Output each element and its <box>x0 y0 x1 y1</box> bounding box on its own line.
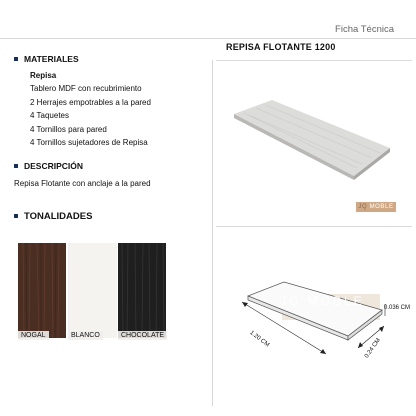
swatch-label-nogal: NOGAL <box>18 331 49 340</box>
right-divider <box>216 226 412 227</box>
watermark-text: JQ MOBLE <box>280 294 365 308</box>
product-title: REPISA FLOTANTE 1200 <box>226 42 336 52</box>
tonalidades-heading: TONALIDADES <box>24 211 93 222</box>
dim-depth-label: 0.24 CM <box>364 337 382 360</box>
title-underline <box>216 60 412 61</box>
column-divider <box>212 60 213 406</box>
dimension-diagram <box>222 268 412 378</box>
dim-height-label: 0.036 CM <box>384 305 411 311</box>
materiales-item: 4 Taquetes <box>30 111 69 121</box>
header-divider <box>0 38 416 39</box>
brand-logo-small-b: MOBLE <box>369 204 394 210</box>
materiales-item: Tablero MDF con recubrimiento <box>30 84 142 94</box>
materiales-list <box>30 69 151 149</box>
materiales-item: Repisa <box>30 71 57 80</box>
materiales-heading: MATERIALES <box>24 54 79 64</box>
materiales-item: 2 Herrajes empotrables a la pared <box>30 97 151 107</box>
tonalidades-bullet <box>14 214 18 218</box>
descripcion-bullet <box>14 164 18 168</box>
materiales-item: 4 Tornillos sujetadores de Repisa <box>30 138 148 148</box>
materiales-item: 4 Tornillos para pared <box>30 124 107 134</box>
brand-logo-small-a: JQ <box>358 204 368 210</box>
swatch-label-blanco: BLANCO <box>68 331 103 340</box>
descripcion-text: Repisa Flotante con anclaje a la pared <box>14 179 151 188</box>
swatch-label-chocolate: CHOCOLATE <box>118 331 167 340</box>
materiales-bullet <box>14 57 18 61</box>
shelf-product-image <box>222 80 412 190</box>
ficha-tecnica-label: Ficha Técnica <box>335 24 394 35</box>
dim-length-label: 1.20 CM <box>248 330 271 349</box>
brand-logo-small <box>356 202 396 212</box>
descripcion-heading: DESCRIPCIÓN <box>24 161 84 171</box>
